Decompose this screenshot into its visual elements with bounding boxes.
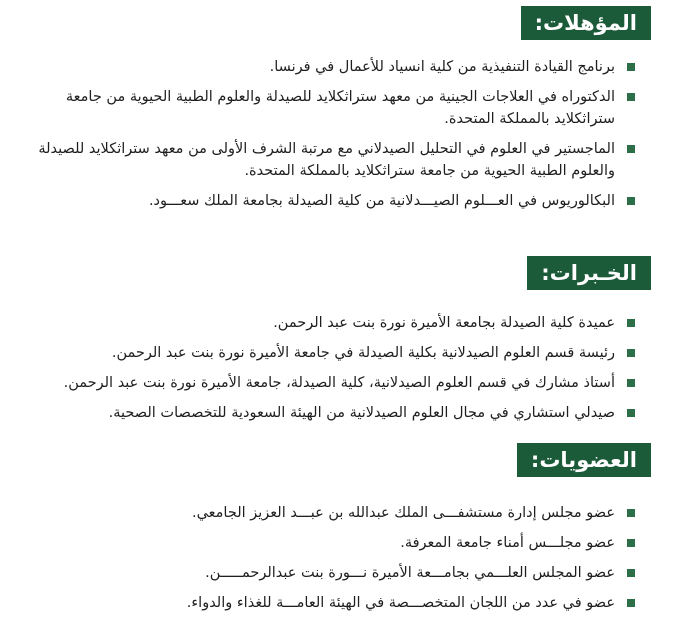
square-bullet-icon: [627, 93, 635, 101]
experience-item: رئيسة قسم العلوم الصيدلانية بكلية الصيدلة في جامعة الأميرة نورة بنت عبد الرحمن.: [30, 342, 635, 364]
membership-item: عضو مجلس إدارة مستشفـــى الملك عبدالله بن عبـــد العزيز الجامعي.: [30, 502, 635, 524]
square-bullet-icon: [627, 349, 635, 357]
experience-item: أستاذ مشارك في قسم العلوم الصيدلانية، كلية الصيدلة، جامعة الأميرة نورة بنت عبد الرحمن.: [30, 372, 635, 394]
membership-item: عضو في عدد من اللجان المتخصـــصة في الهيئة العامـــة للغذاء والدواء.: [30, 592, 635, 614]
qualifications-list: [30, 56, 635, 212]
experience-title: الخـبرات:: [541, 261, 637, 285]
qualification-item: الدكتوراه في العلاجات الجينية من معهد ستراثكلايد للصيدلة والعلوم الطبية الحيوية من جامعة ستراثكلايد بالمملكة المتحدة.: [30, 86, 635, 130]
square-bullet-icon: [627, 539, 635, 547]
experience-list: [30, 312, 635, 424]
memberships-list: [30, 502, 635, 614]
square-bullet-icon: [627, 409, 635, 417]
experience-item: صيدلي استشاري في مجال العلوم الصيدلانية من الهيئة السعودية للتخصصات الصحية.: [30, 402, 635, 424]
membership-item: عضو مجلـــس أمناء جامعة المعرفة.: [30, 532, 635, 554]
qualification-item: برنامج القيادة التنفيذية من كلية انسياد للأعمال في فرنسا.: [30, 56, 635, 78]
square-bullet-icon: [627, 379, 635, 387]
square-bullet-icon: [627, 509, 635, 517]
qualification-item: الماجستير في العلوم في التحليل الصيدلاني مع مرتبة الشرف الأولى من معهد ستراثكلايد للصيدلة والعلوم الطبية الحيوية من جامعة ستراثكلايد بالمملكة المتحدة.: [30, 138, 635, 182]
square-bullet-icon: [627, 569, 635, 577]
experience-header: [527, 256, 651, 290]
square-bullet-icon: [627, 63, 635, 71]
qualification-item: البكالوريوس في العـــلوم الصيـــدلانية من كلية الصيدلة بجامعة الملك سعـــود.: [30, 190, 635, 212]
square-bullet-icon: [627, 145, 635, 153]
membership-item: عضو المجلس العلـــمي بجامـــعة الأميرة نـــورة بنت عبدالرحمـــــن.: [30, 562, 635, 584]
square-bullet-icon: [627, 197, 635, 205]
qualifications-header: [521, 6, 651, 40]
square-bullet-icon: [627, 599, 635, 607]
memberships-header: [517, 443, 651, 477]
experience-item: عميدة كلية الصيدلة بجامعة الأميرة نورة بنت عبد الرحمن.: [30, 312, 635, 334]
memberships-title: العضويات:: [530, 448, 637, 472]
qualifications-title: المؤهلات:: [534, 11, 637, 35]
square-bullet-icon: [627, 319, 635, 327]
